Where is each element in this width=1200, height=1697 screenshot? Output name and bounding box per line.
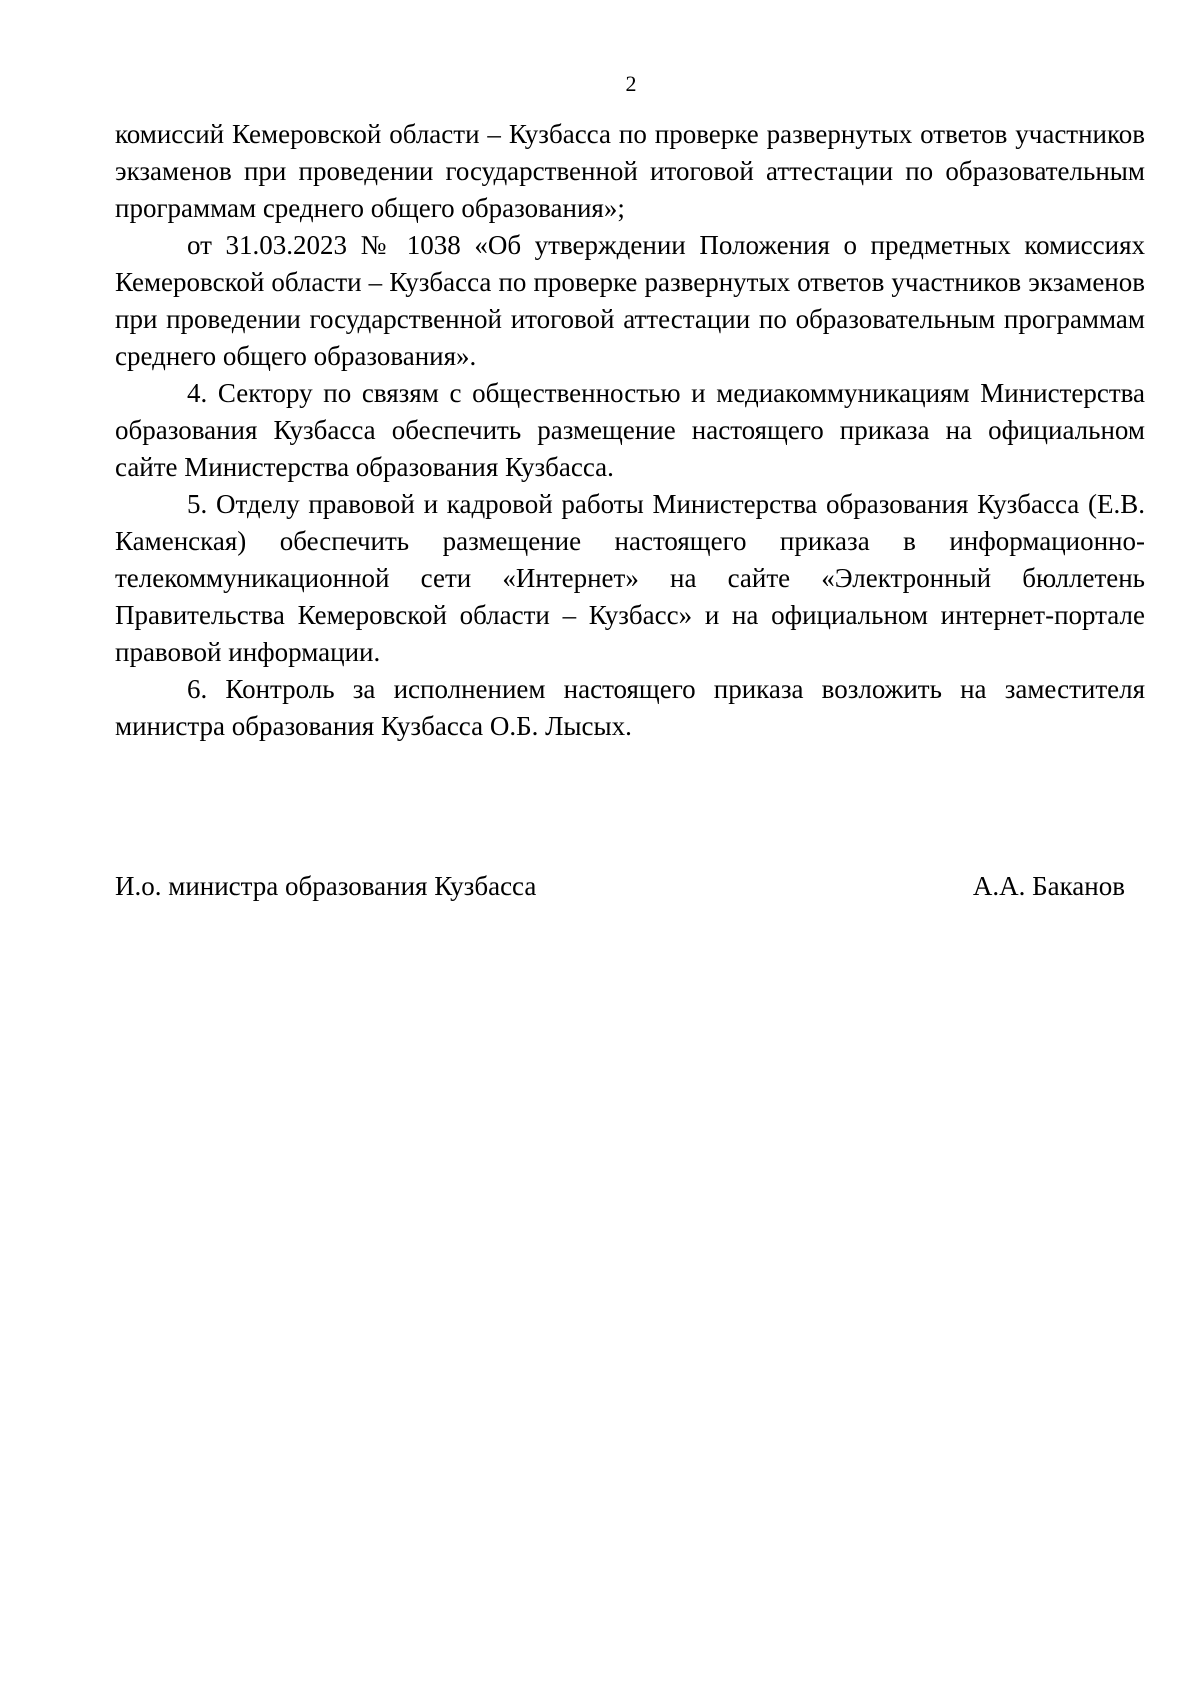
- paragraph-item-5: 5. Отделу правовой и кадровой работы Министерства образования Кузбасса (Е.В. Каменская) обеспечить размещение настоящего приказа в информационно-телекоммуникационной сети «Интернет» на сайте «Электронный бюллетень Правительства Кемеровской области – Кузбасс» и на официальном интернет-портале правовой информации.: [115, 489, 1145, 667]
- document-body: [115, 116, 1145, 745]
- signatory-position: И.о. министра образования Кузбасса: [115, 871, 537, 901]
- paragraph-order-1038: от 31.03.2023 № 1038 «Об утверждении Положения о предметных комиссиях Кемеровской области – Кузбасса по проверке развернутых ответов участников экзаменов при проведении государственной итоговой аттестации по образовательным программам среднего общего образования».: [115, 230, 1145, 371]
- paragraph-item-6: 6. Контроль за исполнением настоящего приказа возложить на заместителя министра образования Кузбасса О.Б. Лысых.: [115, 674, 1145, 741]
- signature-block: [115, 868, 1125, 905]
- signatory-name: А.А. Баканов: [972, 871, 1125, 901]
- paragraph-commission-continuation: комиссий Кемеровской области – Кузбасса по проверке развернутых ответов участников экзаменов при проведении государственной итоговой аттестации по образовательным программам среднего общего образования»;: [115, 119, 1145, 223]
- page-number: 2: [625, 71, 637, 96]
- paragraph-item-4: 4. Сектору по связям с общественностью и медиакоммуникациям Министерства образования Кузбасса обеспечить размещение настоящего приказа на официальном сайте Министерства образования Кузбасса.: [115, 378, 1145, 482]
